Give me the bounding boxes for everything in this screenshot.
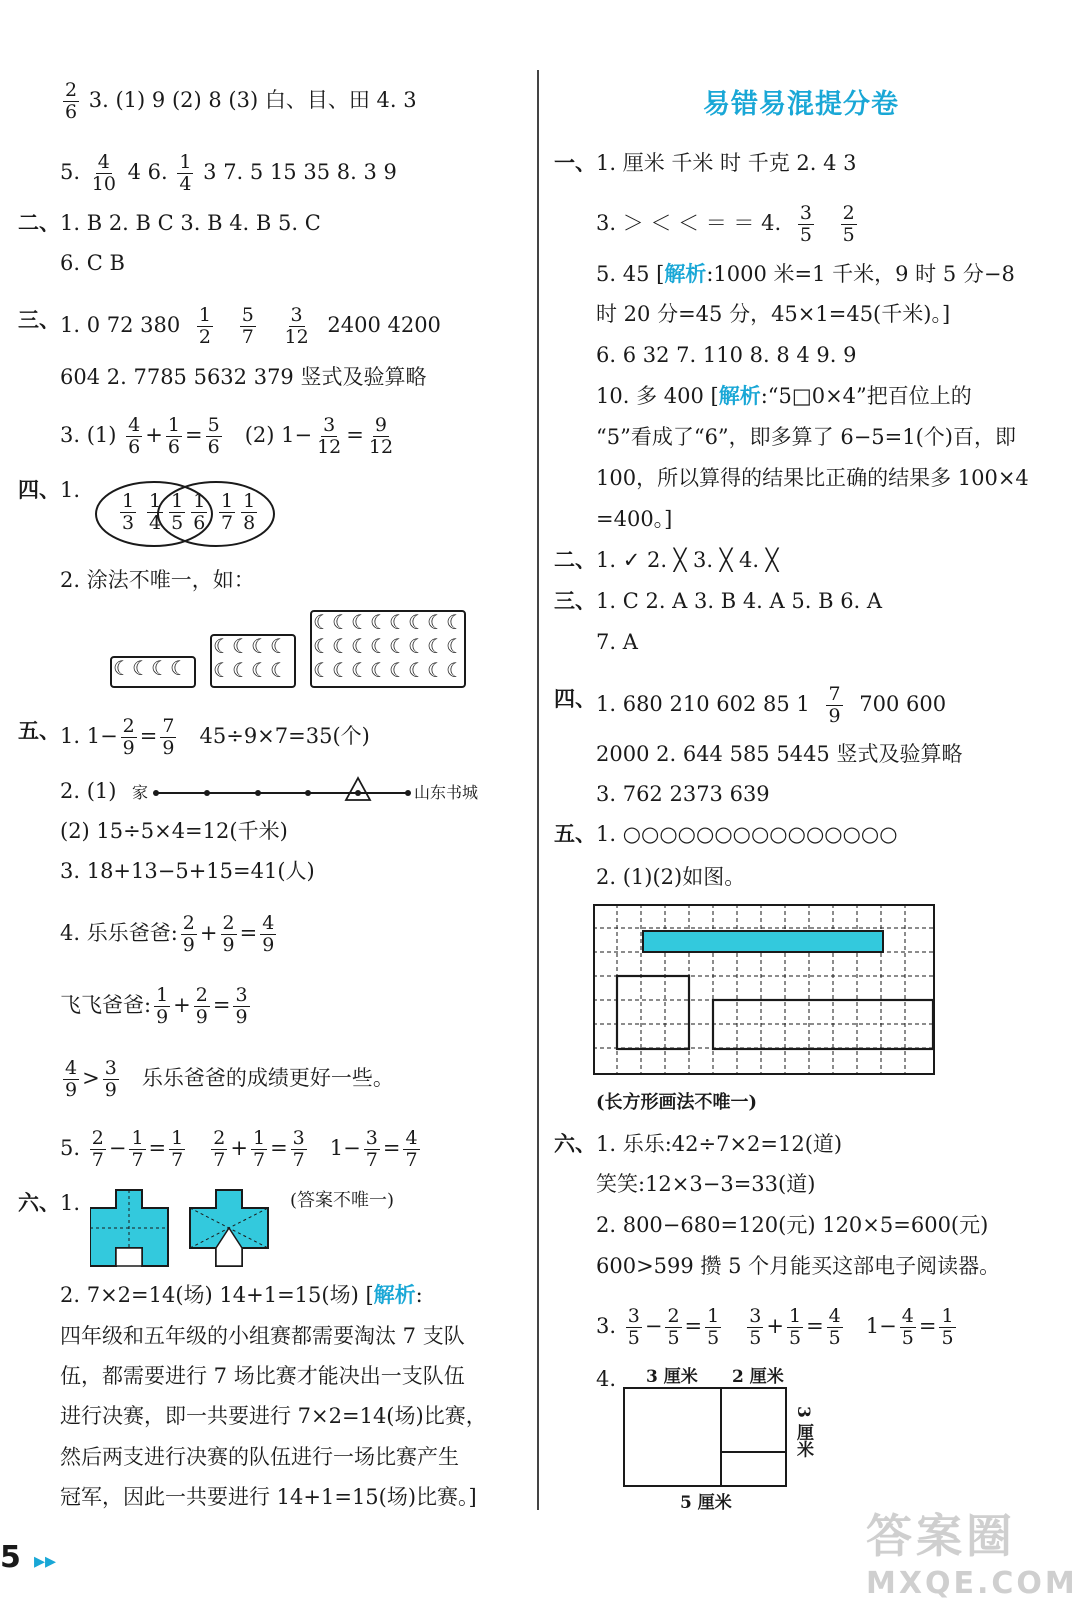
section-head-5: 五、 [18, 718, 60, 743]
moon-icon: ☾ [408, 634, 426, 658]
s5-line6: 飞飞爸爸: $\frac{1}{9}$ + $\frac{2}{9}$ = $\frac{3}{9}$ [60, 984, 248, 1028]
s3-line1: 1. 0 72 380 $\frac{1}{2}$ $\frac{5}{7}$ $\frac{3}{12}$ 2400 4200 [60, 304, 441, 348]
fraction: $\frac{4}{9}$ [65, 1057, 78, 1101]
r-s6-line5: 3. $\frac{3}{5}$ − $\frac{2}{5}$ = $\frac{1}{5}$ $\frac{3}{5}$ + $\frac{1}{5}$ = $\frac{4}{5}$ 1− $\frac{4}{5}$ = $\frac{1}{5}$ [596, 1305, 954, 1349]
s6-line6: 然后两支进行决赛的队伍进行一场比赛产生 [60, 1445, 459, 1469]
fraction: $\frac{7}{9}$ [828, 683, 841, 727]
moon-icon: ☾ [370, 610, 388, 634]
fraction: $\frac{3}{7}$ [365, 1127, 378, 1171]
s6-line5: 进行决赛，即一共要进行 7×2=14(场)比赛， [60, 1404, 487, 1428]
fraction: $\frac{3}{12}$ [317, 414, 342, 458]
r-s1-line4: 时 20 分=45 分，45×1=45(千米)。] [596, 302, 951, 326]
r-s4-line3: 3. 762 2373 639 [596, 782, 770, 806]
s1-line2: 5. $\frac{4}{10}$ 4 6. $\frac{1}{4}$ 3 7. 5 15 35 8. 3 9 [60, 151, 397, 195]
label-5cm-bottom: 5 厘米 [680, 1493, 732, 1513]
moon-icon: ☾ [446, 610, 464, 634]
r-s2-line1: 1. ✓ 2. ╳ 3. ╳ 4. ╳ [596, 548, 779, 572]
venn-middle-fractions [144, 491, 210, 534]
s6-line7: 冠军，因此一共要进行 14+1=15(场)比赛。] [60, 1485, 477, 1509]
moon-icon: ☾ [408, 610, 426, 634]
fraction: $\frac{7}{9}$ [162, 715, 175, 759]
moon-icon: ☾ [427, 634, 445, 658]
page-number: 5 [0, 1540, 21, 1575]
moon-icon: ☾ [113, 656, 131, 680]
fraction: $\frac{2}{9}$ [122, 715, 135, 759]
s5-line4: 3. 18+13−5+15=41(人) [60, 859, 315, 883]
fraction: $\frac{3}{5}$ [627, 1305, 640, 1349]
s2-line2: 6. C B [60, 251, 125, 275]
r-s6-line1: 1. 乐乐:42÷7×2=12(道) [596, 1132, 843, 1156]
r-section-head-6: 六、 [554, 1131, 596, 1156]
section-head-4: 四、 [18, 477, 60, 502]
fraction: $\frac{1}{5}$ [788, 1305, 802, 1349]
moon-icon: ☾ [313, 610, 331, 634]
fraction: $\frac{3}{5}$ [799, 202, 812, 246]
grid-rectangles-diagram [593, 904, 937, 1076]
fraction: $\frac{4}{9}$ [262, 912, 275, 956]
column-divider [537, 70, 539, 1510]
s4-line1-num: 1. [60, 478, 81, 502]
fraction: $\frac{1}{7}$ [221, 490, 234, 534]
moon-icon: ☾ [351, 610, 369, 634]
answer-text: 3. (1) 9 (2) 8 (3) 白、目、田 4. 3 [88, 88, 417, 112]
r-s1-line9: =400。] [596, 507, 673, 531]
moon-icon: ☾ [270, 634, 288, 658]
s5-line5: 4. 乐乐爸爸: $\frac{2}{9}$ + $\frac{2}{9}$ = $\frac{4}{9}$ [60, 912, 275, 956]
fraction: $\frac{1}{6}$ [193, 490, 206, 534]
fraction: $\frac{4}{5}$ [828, 1305, 841, 1349]
r-s5-line2: 2. (1)(2)如图。 [596, 865, 746, 889]
fraction: $\frac{1}{7}$ [171, 1127, 184, 1171]
s5-line3: (2) 15÷5×4=12(千米) [60, 819, 288, 843]
r-s3-line1: 1. C 2. A 3. B 4. A 5. B 6. A [596, 589, 883, 613]
s5-line8: 5. $\frac{2}{7}$ − $\frac{1}{7}$ = $\frac{1}{7}$ $\frac{2}{7}$ + $\frac{1}{7}$ = $\frac{3}{7}$ 1− $\frac{3}{7}$ = $\frac{4}{7}$ [60, 1127, 418, 1171]
moon-icon: ☾ [151, 656, 169, 680]
fraction: $\frac{4}{10}$ [91, 151, 116, 195]
moon-icon: ☾ [251, 658, 269, 682]
r-s1-line6: 10. 多 400 [解析:“5□0×4”把百位上的 [596, 383, 972, 408]
fraction: $\frac{1}{8}$ [243, 490, 256, 534]
r-s1-line1: 1. 厘米 千米 时 千克 2. 4 3 [596, 151, 857, 175]
r-section-head-5: 五、 [554, 821, 596, 846]
fraction: $\frac{1}{3}$ [122, 490, 135, 534]
moon-icon: ☾ [332, 610, 350, 634]
fraction: $\frac{5}{6}$ [207, 414, 220, 458]
fraction: $\frac{2}{9}$ [195, 984, 208, 1028]
r-section-head-1: 一、 [554, 150, 596, 175]
fraction: $\frac{1}{7}$ [131, 1127, 144, 1171]
r-s6-line4: 600>599 攒 5 个月能买这部电子阅读器。 [596, 1254, 1001, 1278]
s2-line1: 1. B 2. B C 3. B 4. B 5. C [60, 211, 321, 235]
s5-line2: 2. (1) [60, 779, 117, 803]
s6-line3: 四年级和五年级的小组赛都需要淘汰 7 支队 [60, 1324, 465, 1348]
rectangle-division-diagram [622, 1386, 788, 1488]
moon-icon: ☾ [351, 634, 369, 658]
moon-icon: ☾ [313, 658, 331, 682]
moon-icon: ☾ [370, 634, 388, 658]
r-section-head-4: 四、 [554, 686, 596, 711]
analysis-tag: 解析 [664, 261, 707, 286]
fraction: $\frac{2}{6}$ [65, 79, 78, 123]
fraction: $\frac{3}{12}$ [284, 304, 309, 348]
fraction: $\frac{1}{5}$ [707, 1305, 720, 1349]
fraction: $\frac{2}{5}$ [667, 1305, 680, 1349]
distance-line [150, 776, 412, 806]
fraction: $\frac{1}{6}$ [167, 414, 180, 458]
s1-line1 [60, 80, 417, 123]
moon-icon: ☾ [389, 610, 407, 634]
moon-icon: ☾ [427, 610, 445, 634]
moon-icon: ☾ [446, 658, 464, 682]
s6-note: (答案不唯一) [290, 1190, 395, 1211]
fraction: $\frac{3}{5}$ [749, 1305, 762, 1349]
cross-shapes [90, 1188, 272, 1270]
r-s3-line2: 7. A [596, 630, 638, 654]
fraction: $\frac{4}{5}$ [901, 1305, 914, 1349]
fraction: $\frac{5}{7}$ [241, 304, 254, 348]
analysis-tag: 解析 [718, 383, 761, 408]
fraction: $\frac{1}{7}$ [252, 1127, 266, 1171]
moon-icon: ☾ [389, 658, 407, 682]
r-s1-line8: 100，所以算得的结果比正确的结果多 100×4 [596, 466, 1029, 490]
fraction: $\frac{1}{4}$ [149, 490, 162, 534]
analysis-tag: 解析 [373, 1282, 416, 1307]
section-head-6: 六、 [18, 1190, 60, 1215]
r-s5-note: (长方形画法不唯一) [596, 1092, 758, 1113]
fraction: $\frac{2}{9}$ [222, 912, 235, 956]
fraction: $\frac{2}{9}$ [182, 912, 195, 956]
moon-icon: ☾ [170, 656, 188, 680]
s6-line2: 2. 7×2=14(场) 14+1=15(场) [解析: [60, 1282, 423, 1307]
section-head-3: 三、 [18, 307, 60, 332]
r-s1-line7: “5”看成了“6”，即多算了 6−5=1(个)百，即 [596, 425, 1016, 449]
fraction: $\frac{4}{7}$ [405, 1127, 418, 1171]
moon-icon: ☾ [427, 658, 445, 682]
s6-line4: 伍，都需要进行 7 场比赛才能决出一支队伍 [60, 1364, 465, 1388]
r-s1-line3: 5. 45 [解析:1000 米=1 千米，9 时 5 分−8 [596, 261, 1015, 286]
moon-icon: ☾ [232, 634, 250, 658]
moon-icon: ☾ [270, 658, 288, 682]
r-s4-line1: 1. 680 210 602 85 1 $\frac{7}{9}$ 700 600 [596, 683, 947, 727]
venn-right-fractions [216, 491, 260, 534]
moon-icon: ☾ [251, 634, 269, 658]
s5-line7: $\frac{4}{9}$ > $\frac{3}{9}$ 乐乐爸爸的成绩更好一些。 [65, 1057, 394, 1101]
moon-icon: ☾ [332, 634, 350, 658]
moon-icon: ☾ [351, 658, 369, 682]
fraction: $\frac{2}{7}$ [213, 1127, 226, 1171]
label-home: 家 [132, 783, 149, 802]
moon-icon: ☾ [370, 658, 388, 682]
label-3cm-top: 3 厘米 [646, 1367, 698, 1387]
page-arrows-icon: ▸▸ [34, 1549, 57, 1574]
fraction: $\frac{1}{4}$ [179, 151, 192, 195]
r-section-head-3: 三、 [554, 588, 596, 613]
s5-line1: 1. 1− $\frac{2}{9}$ = $\frac{7}{9}$ 45÷9×7=35(个) [60, 715, 370, 759]
label-shop: 山东书城 [414, 783, 479, 802]
watermark: 答案圈 MXQE.COM [866, 1509, 1078, 1601]
moon-icon: ☾ [213, 634, 231, 658]
fraction: $\frac{2}{7}$ [91, 1127, 104, 1171]
moon-icon: ☾ [408, 658, 426, 682]
fraction: $\frac{1}{5}$ [941, 1305, 954, 1349]
r-s6-line3: 2. 800−680=120(元) 120×5=600(元) [596, 1213, 989, 1237]
s3-line3: 3. (1) $\frac{4}{6}$ + $\frac{1}{6}$ = $\frac{5}{6}$ (2) 1− $\frac{3}{12}$ = $\frac{9}{12}$ [60, 414, 394, 458]
moon-icon: ☾ [446, 634, 464, 658]
r-s6-line6: 4. [596, 1367, 617, 1391]
moon-icon: ☾ [213, 658, 231, 682]
s6-line1-num: 1. [60, 1191, 81, 1215]
r-s4-line2: 2000 2. 644 585 5445 竖式及验算略 [596, 742, 963, 766]
fraction: $\frac{9}{12}$ [368, 414, 394, 458]
section-title: 易错易混提分卷 [703, 89, 899, 120]
moon-icon: ☾ [332, 658, 350, 682]
r-s5-line1: 1. ○○○○○○○○○○○○○○○ [596, 822, 898, 846]
moon-icon: ☾ [313, 634, 331, 658]
moon-icon: ☾ [232, 658, 250, 682]
fraction: $\frac{3}{9}$ [235, 984, 248, 1028]
fraction: $\frac{3}{9}$ [104, 1057, 117, 1101]
venn-left-fractions [117, 491, 139, 534]
label-2cm-top: 2 厘米 [732, 1367, 784, 1387]
section-head-2: 二、 [18, 210, 60, 235]
fraction: $\frac{2}{5}$ [842, 202, 855, 246]
r-s1-line2: 3. ＞ ＜ ＜ ＝ ＝ 4. $\frac{3}{5}$ $\frac{2}{5}$ [596, 202, 855, 246]
fraction: $\frac{1}{5}$ [171, 490, 184, 534]
s4-line2: 2. 涂法不唯一，如： [60, 568, 255, 592]
fraction: $\frac{3}{7}$ [292, 1127, 305, 1171]
r-section-head-2: 二、 [554, 547, 596, 572]
moon-icon: ☾ [132, 656, 150, 680]
fraction: $\frac{1}{9}$ [156, 984, 169, 1028]
moon-icon: ☾ [389, 634, 407, 658]
r-s6-line2: 笑笑:12×3−3=33(道) [596, 1172, 816, 1196]
fraction: $\frac{4}{6}$ [128, 414, 141, 458]
label-3cm-side: 3 厘米 [793, 1406, 813, 1458]
r-s1-line5: 6. 6 32 7. 110 8. 8 4 9. 9 [596, 343, 857, 367]
s3-line2: 604 2. 7785 5632 379 竖式及验算略 [60, 365, 427, 389]
fraction: $\frac{1}{2}$ [198, 304, 212, 348]
